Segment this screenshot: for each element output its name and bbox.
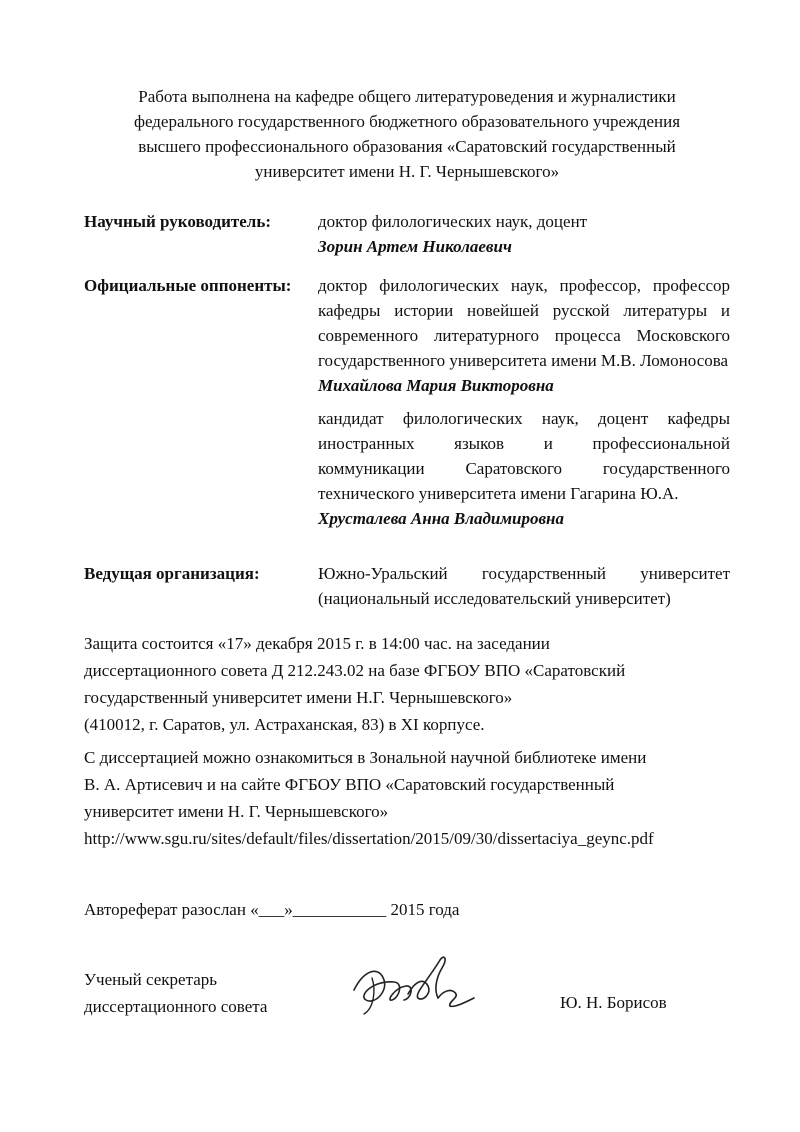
defense-line: диссертационного совета Д 212.243.02 на базе ФГБОУ ВПО «Саратовский [84,661,626,680]
opponent-2-name: Хрусталева Анна Владимировна [318,509,564,528]
header-line: высшего профессионального образования «Саратовский государственный [138,137,676,156]
opponent-2-description: кандидат филологических наук, доцент кафедры иностранных языков и профессиональной коммуникации Саратовского государственного технического университета имени Гагарина Ю.А. [318,409,730,503]
mailing-text: Автореферат разослан «___»___________ 2015 года [84,900,460,919]
secretary-label [84,966,267,1020]
supervisor-title: доктор филологических наук, доцент [318,212,588,231]
leading-org-label: Ведущая организация: [84,564,260,583]
defense-line: государственный университет имени Н.Г. Чернышевского» [84,688,513,707]
supervisor-label: Научный руководитель: [84,212,271,231]
signature-row [84,960,730,1030]
defense-line: (410012, г. Саратов, ул. Астраханская, 83) в XI корпусе. [84,715,485,734]
header-line: Работа выполнена на кафедре общего литературоведения и журналистики [138,87,676,106]
library-paragraph [84,744,744,852]
opponents-label: Официальные оппоненты: [84,276,292,295]
opponents-content [318,273,730,531]
library-line: В. А. Артисевич и на сайте ФГБОУ ВПО «Саратовский государственный [84,775,615,794]
secretary-name: Ю. Н. Борисов [560,993,667,1012]
secretary-line-1: Ученый секретарь [84,970,218,989]
library-line: университет имени Н. Г. Чернышевского» [84,802,389,821]
mailing-paragraph [84,896,744,923]
leading-org-text: Южно-Уральский государственный университет (национальный исследовательский университет) [318,564,730,608]
header-line: федерального государственного бюджетного образовательного учреждения [133,112,681,131]
library-link[interactable]: http://www.sgu.ru/sites/default/files/dissertation/2015/09/30/dissertaciya_geync.pdf [84,829,654,848]
supervisor-name: Зорин Артем Николаевич [318,237,512,256]
opponent-1-description: доктор филологических наук, профессор, профессор кафедры истории новейшей русской литературы и современного литературного процесса Московского государственного университета имени М.В. Ломоносова [318,276,730,370]
supervisor-content [318,209,730,259]
secretary-line-2: диссертационного совета [84,997,268,1016]
library-line: С диссертацией можно ознакомиться в Зональной научной библиотеке имени [84,748,647,767]
defense-paragraph [84,630,744,738]
opponent-1-name: Михайлова Мария Викторовна [318,376,554,395]
handwritten-signature [344,950,484,1020]
defense-line: Защита состоится «17» декабря 2015 г. в 14:00 час. на заседании [84,634,550,653]
header-block [84,84,730,184]
header-line: университет имени Н. Г. Чернышевского» [254,162,560,181]
